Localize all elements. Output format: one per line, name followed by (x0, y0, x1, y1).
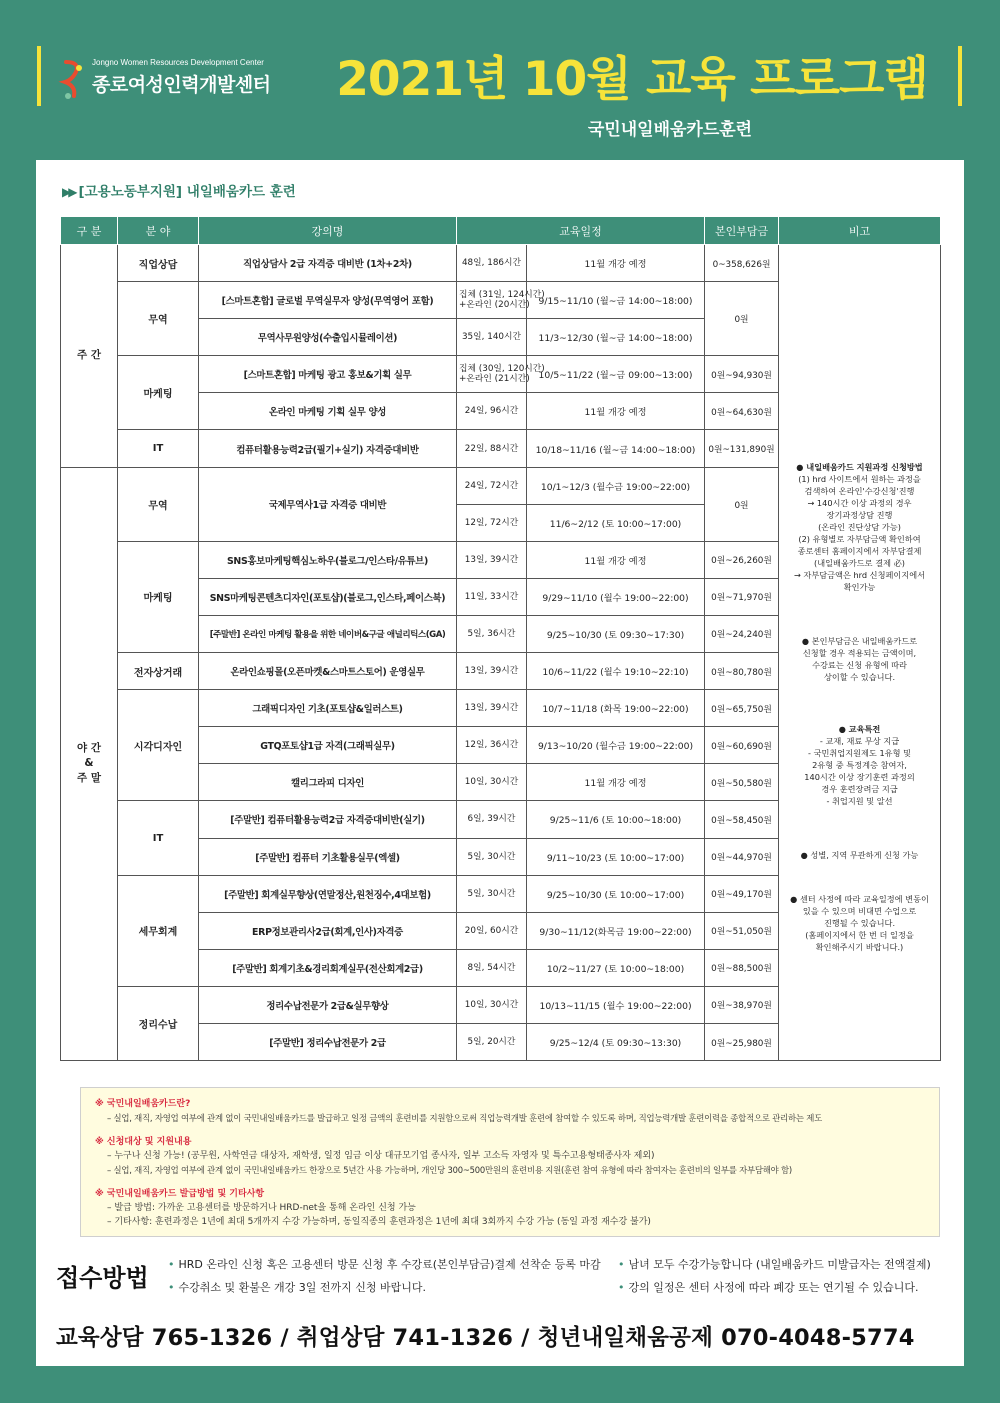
page-title: 2021년 10월 교육 프로그램 (336, 52, 928, 107)
course-name: 정리수납전문가 2급&실무향상 (199, 986, 457, 1023)
schedule-cell: 11월 개강 예정 (527, 764, 705, 801)
info-heading: ※ 국민내일배움카드 발급방법 및 기타사항 (95, 1189, 265, 1199)
double-arrow-icon: ▶▶ (62, 185, 75, 199)
fee-cell: 0원~80,780원 (705, 653, 779, 690)
schedule-cell: 9/15~11/10 (월~금 14:00~18:00) (527, 282, 705, 319)
schedule-cell: 9/30~11/12(화목금 19:00~22:00) (527, 912, 705, 949)
field-cell: IT (118, 801, 199, 875)
reception-right (618, 1253, 931, 1299)
schedule-cell: 9/11~10/23 (토 10:00~17:00) (527, 838, 705, 875)
fee-cell: 0원 (705, 282, 779, 356)
reception-item: • 수강취소 및 환불은 개강 3일 전까지 신청 바랍니다. (168, 1281, 426, 1294)
info-line: – 발급 방법: 가까운 고용센터를 방문하거나 HRD-net을 통해 온라인 신청 가능 (107, 1203, 416, 1213)
header-group: 구 분 (61, 217, 118, 245)
fee-cell: 0원 (705, 467, 779, 541)
duration-cell: 5일, 20시간 (457, 1023, 527, 1060)
duration-cell: 13일, 39시간 (457, 653, 527, 690)
note-fee-info: ● 본인부담금은 내일배움카드로 신청할 경우 적용되는 금액이며, 수강료는 신청 유형에 따라 상이할 수 있습니다. (801, 636, 918, 682)
fee-cell: 0원~44,970원 (705, 838, 779, 875)
course-name: 온라인쇼핑몰(오픈마켓&스마트스토어) 운영실무 (199, 653, 457, 690)
duration-cell: 12일, 72시간 (457, 504, 527, 541)
duration-cell: 22일, 88시간 (457, 430, 527, 467)
header-bar-left (37, 46, 41, 106)
header-bar-right (958, 46, 962, 106)
page-subtitle: 국민내일배움카드훈련 (587, 120, 753, 140)
duration-cell: 10일, 30시간 (457, 764, 527, 801)
header-note: 비고 (779, 217, 941, 245)
duration-cell: 6일, 39시간 (457, 801, 527, 838)
fee-cell: 0원~131,890원 (705, 430, 779, 467)
duration-cell: 집체 (31일, 124시간) +온라인 (20시간) (457, 282, 527, 319)
schedule-cell: 10/13~11/15 (월수 19:00~22:00) (527, 986, 705, 1023)
note-schedule-change: ● 센터 사정에 따라 교육일정에 변동이 있을 수 있으며 비대면 수업으로 진행될 수 있습니다. (홈페이지에서 한 번 더 일정을 확인해주시기 바랍니다.) (790, 894, 929, 952)
fee-cell: 0원~88,500원 (705, 949, 779, 986)
field-cell: 직업상담 (118, 245, 199, 282)
program-table (60, 216, 941, 1061)
fee-cell: 0원~65,750원 (705, 690, 779, 727)
bullet-icon: • (618, 1258, 625, 1271)
schedule-cell: 9/25~12/4 (토 09:30~13:30) (527, 1023, 705, 1060)
reception-left (168, 1253, 601, 1299)
course-name: 그래픽디자인 기초(포토샵&일러스트) (199, 690, 457, 727)
table-row (61, 245, 941, 282)
reception-item: • 남녀 모두 수강가능합니다 (내일배움카드 미발급자는 전액결제) (618, 1258, 931, 1271)
schedule-cell: 11/6~2/12 (토 10:00~17:00) (527, 504, 705, 541)
course-name: GTQ포토샵1급 자격(그래픽실무) (199, 727, 457, 764)
header-field: 분 야 (118, 217, 199, 245)
info-line: – 실업, 재직, 자영업 여부에 관계 없이 국민내일배움카드 한장으로 5년간 사용 가능하며, 개인당 300~500만원의 훈련비용 지원(훈련 참여 유형에 따라 참여자는 훈련비의 일부를 자부담해야 함) (107, 1165, 792, 1175)
duration-cell: 35일, 140시간 (457, 319, 527, 356)
duration-cell: 8일, 54시간 (457, 949, 527, 986)
fee-cell: 0원~50,580원 (705, 764, 779, 801)
course-name: 캘리그라피 디자인 (199, 764, 457, 801)
schedule-cell: 10/5~11/22 (월~금 09:00~13:00) (527, 356, 705, 393)
section-heading (62, 180, 296, 200)
field-cell: IT (118, 430, 199, 467)
center-logo (62, 56, 292, 104)
schedule-cell: 9/25~10/30 (토 09:30~17:30) (527, 615, 705, 652)
info-line: – 실업, 재직, 자영업 여부에 관계 없이 국민내일배움카드를 발급하고 일정 금액의 훈련비를 지원함으로써 직업능력개발 훈련에 참여할 수 있도록 하며, 직업능력개발 훈련이력을 종합적으로 관리하는 제도 (107, 1113, 822, 1123)
bullet-icon: • (618, 1281, 625, 1294)
schedule-cell: 10/7~11/18 (화목 19:00~22:00) (527, 690, 705, 727)
field-cell: 전자상거래 (118, 653, 199, 690)
header-fee: 본인부담금 (705, 217, 779, 245)
fee-cell: 0~358,626원 (705, 245, 779, 282)
course-name: [주말반] 컴퓨터활용능력2급 자격증대비반(실기) (199, 801, 457, 838)
course-name: 무역사무원양성(수출입시뮬레이션) (199, 319, 457, 356)
info-heading: ※ 신청대상 및 지원내용 (95, 1137, 192, 1147)
duration-cell: 5일, 30시간 (457, 875, 527, 912)
duration-cell: 24일, 72시간 (457, 467, 527, 504)
duration-cell: 5일, 36시간 (457, 615, 527, 652)
course-name: 온라인 마케팅 기획 실무 양성 (199, 393, 457, 430)
schedule-cell: 9/13~10/20 (월수금 19:00~22:00) (527, 727, 705, 764)
duration-cell: 11일, 33시간 (457, 578, 527, 615)
duration-cell: 5일, 30시간 (457, 838, 527, 875)
bullet-icon: • (168, 1281, 175, 1294)
group-day: 주 간 (61, 245, 118, 468)
fee-cell: 0원~60,690원 (705, 727, 779, 764)
fee-cell: 0원~26,260원 (705, 541, 779, 578)
content-panel (36, 160, 964, 1366)
course-name: [주말반] 회계기초&경리회계실무(전산회계2급) (199, 949, 457, 986)
notes-cell (779, 245, 941, 1061)
schedule-cell: 11월 개강 예정 (527, 541, 705, 578)
group-night-weekend: 야 간 & 주 말 (61, 467, 118, 1061)
course-name: 국제무역사1급 자격증 대비반 (199, 467, 457, 541)
schedule-cell: 9/25~11/6 (토 10:00~18:00) (527, 801, 705, 838)
schedule-cell: 10/1~12/3 (월수금 19:00~22:00) (527, 467, 705, 504)
fee-cell: 0원~71,970원 (705, 578, 779, 615)
info-line: – 기타사항: 훈련과정은 1년에 최대 5개까지 수강 가능하며, 동일직종의 훈련과정은 1년에 최대 3회까지 수강 가능 (동일 과정 재수강 불가) (107, 1217, 651, 1227)
field-cell: 무역 (118, 467, 199, 541)
course-name: SNS마케팅콘텐츠디자인(포토샵)(블로그,인스타,페이스북) (199, 578, 457, 615)
schedule-cell: 10/18~11/16 (월~금 14:00~18:00) (527, 430, 705, 467)
table-header-row (61, 217, 941, 245)
duration-cell: 12일, 36시간 (457, 727, 527, 764)
fee-cell: 0원~51,050원 (705, 912, 779, 949)
course-name: [주말반] 회계실무향상(연말정산,원천징수,4대보험) (199, 875, 457, 912)
schedule-cell: 11월 개강 예정 (527, 245, 705, 282)
duration-cell: 24일, 96시간 (457, 393, 527, 430)
fee-cell: 0원~25,980원 (705, 1023, 779, 1060)
info-heading: ※ 국민내일배움카드란? (95, 1099, 191, 1109)
duration-cell: 20일, 60시간 (457, 912, 527, 949)
course-name: [주말반] 정리수납전문가 2급 (199, 1023, 457, 1060)
notes-wrap (779, 245, 940, 1060)
fee-cell: 0원~58,450원 (705, 801, 779, 838)
schedule-cell: 11/3~12/30 (월~금 14:00~18:00) (527, 319, 705, 356)
header-schedule: 교육일정 (457, 217, 705, 245)
schedule-cell: 11월 개강 예정 (527, 393, 705, 430)
logo-mark-icon (62, 60, 84, 100)
duration-cell: 48일, 186시간 (457, 245, 527, 282)
info-box (80, 1087, 940, 1237)
reception-title: 접수방법 (56, 1264, 149, 1292)
duration-cell: 13일, 39시간 (457, 541, 527, 578)
info-line: – 누구나 신청 가능! (공무원, 사학연금 대상자, 재학생, 일정 임금 이상 대규모기업 종사자, 일부 고소득 자영자 및 특수고용형태종사자 제외) (107, 1151, 655, 1161)
note-apply-method: ● 내일배움카드 지원과정 신청방법 (1) hrd 사이트에서 원하는 과정을 검색하여 온라인'수강신청'진행 → 140시간 이상 과정의 경우 장기과정상담 진행 (온라인 진단상담 가능) (2) 유형별로 자부담금액 확인하여 종로센터 홈페이지에서 자부담결제 (내일배움카드로 결제 必) → 자부담금액은 hrd 신청페이지에서 확인가능 (793, 462, 926, 592)
course-name: 직업상담사 2급 자격증 대비반 (1차+2차) (199, 245, 457, 282)
section-heading-text: [고용노동부지원] 내일배움카드 훈련 (78, 184, 296, 200)
note-eligibility: ● 성별, 지역 무관하게 신청 가능 (800, 850, 919, 860)
reception-item: • 강의 일정은 센터 사정에 따라 폐강 또는 연기될 수 있습니다. (618, 1281, 919, 1294)
fee-cell: 0원~49,170원 (705, 875, 779, 912)
course-name: ERP정보관리사2급(회계,인사)자격증 (199, 912, 457, 949)
note-benefits: ● 교육특전 - 교재, 재료 무상 지급 - 국민취업지원제도 1유형 및 2유형 중 특정계층 참여자, 140시간 이상 장기훈련 과정의 경우 훈련장려금 지급 - 취업지원 및 알선 (804, 724, 915, 806)
course-name: [스마트혼합] 글로벌 무역실무자 양성(무역영어 포함) (199, 282, 457, 319)
schedule-cell: 10/2~11/27 (토 10:00~18:00) (527, 949, 705, 986)
field-cell: 마케팅 (118, 541, 199, 652)
course-name: 컴퓨터활용능력2급(필기+실기) 자격증대비반 (199, 430, 457, 467)
course-name: [스마트혼합] 마케팅 광고 홍보&기획 실무 (199, 356, 457, 393)
duration-cell: 10일, 30시간 (457, 986, 527, 1023)
duration-cell: 집체 (30일, 120시간) +온라인 (21시간) (457, 356, 527, 393)
fee-cell: 0원~24,240원 (705, 615, 779, 652)
schedule-cell: 9/25~10/30 (토 10:00~17:00) (527, 875, 705, 912)
schedule-cell: 10/6~11/22 (월수 19:10~22:10) (527, 653, 705, 690)
contact-numbers: 교육상담 765-1326 / 취업상담 741-1326 / 청년내일채움공제 070-4048-5774 (56, 1325, 915, 1351)
field-cell: 정리수납 (118, 986, 199, 1060)
reception-item: • HRD 온라인 신청 혹은 고용센터 방문 신청 후 수강료(본인부담금)결제 선착순 등록 마감 (168, 1258, 601, 1271)
logo-korean-name: 종로여성인력개발센터 (92, 74, 271, 96)
field-cell: 마케팅 (118, 356, 199, 430)
course-name: [주말반] 컴퓨터 기초활용실무(엑셀) (199, 838, 457, 875)
fee-cell: 0원~38,970원 (705, 986, 779, 1023)
course-name: [주말반] 온라인 마케팅 활용을 위한 네이버&구글 애널리틱스(GA) (199, 615, 457, 652)
course-name: SNS홍보마케팅핵심노하우(블로그/인스타/유튜브) (199, 541, 457, 578)
fee-cell: 0원~64,630원 (705, 393, 779, 430)
bullet-icon: • (168, 1258, 175, 1271)
header-course: 강의명 (199, 217, 457, 245)
field-cell: 세무회계 (118, 875, 199, 986)
logo-english-name: Jongno Women Resources Development Center (92, 58, 264, 67)
field-cell: 시각디자인 (118, 690, 199, 801)
fee-cell: 0원~94,930원 (705, 356, 779, 393)
duration-cell: 13일, 39시간 (457, 690, 527, 727)
schedule-cell: 9/29~11/10 (월수 19:00~22:00) (527, 578, 705, 615)
field-cell: 무역 (118, 282, 199, 356)
